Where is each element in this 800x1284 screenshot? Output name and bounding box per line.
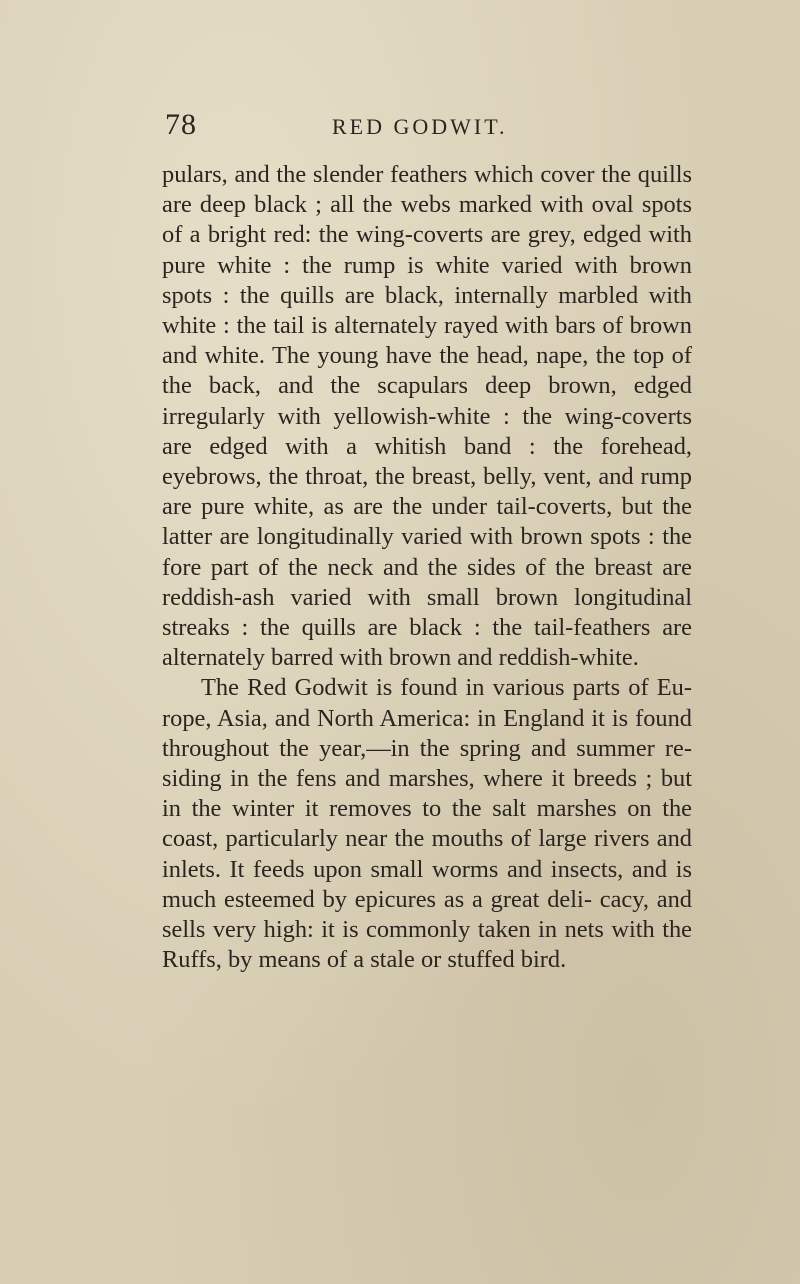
paragraph-continued: pulars, and the slender feathers which cover the quills are deep black ; all the webs marked with oval spots of a bright red: the wing-coverts are grey, edged with pure white : the rump is white varied with brown spots : the quills are black, internally marbled with white : the tail is alternately rayed with bars of brown and white. The young have the head, nape, the top of the back, and the scapulars deep brown, edged irregularly with yellowish-white : the wing-coverts are edged with a whitish band : the forehead, eyebrows, the throat, the breast, belly, vent, and rump are pure white, as are the under tail-coverts, but the latter are longitudinally varied with brown spots : the fore part of the neck and the sides of the breast are reddish-ash varied with small brown longitudinal streaks : the quills are black : the tail-feathers are alternately barred with brown and reddish-white. [162, 161, 692, 672]
running-title: RED GODWIT. [332, 114, 508, 139]
body-text [162, 160, 692, 975]
running-head [0, 108, 800, 148]
page-number: 78 [165, 108, 197, 141]
paragraph-distribution: The Red Godwit is found in various parts of Eu- rope, Asia, and North America: in England it is found throughout the year,—in the spring and summer re- siding in the fens and marshes, where it breeds ; but in the winter it removes to the salt marshes on the coast, particularly near the mouths of large rivers and inlets. It feeds upon small worms and insects, and is much esteemed by epicures as a great deli- cacy, and sells very high: it is commonly taken in nets with the Ruffs, by means of a stale or stuffed bird. [162, 674, 692, 974]
